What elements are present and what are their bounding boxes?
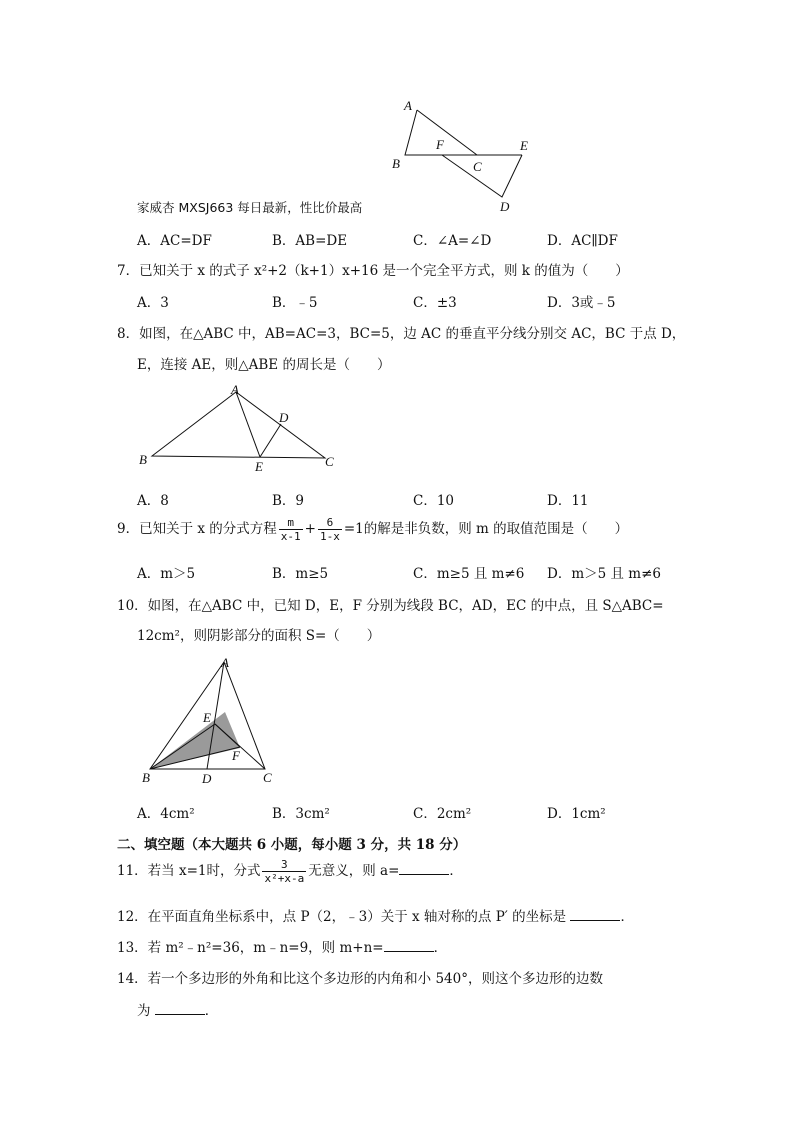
q7-option-d[interactable]: D．3或﹣5 (547, 295, 616, 311)
figure-q6-right-triangle (442, 155, 522, 197)
q8-stem-line2: E，连接 AE，则△ABE 的周长是（ ） (137, 357, 391, 373)
q8-option-b[interactable]: B．9 (272, 493, 305, 509)
q14-stem-line1: 14．若一个多边形的外角和比这个多边形的内角和小 540°，则这个多边形的边数 (117, 971, 603, 987)
q7-stem: 7．已知关于 x 的式子 x²+2（k+1）x+16 是一个完全平方式，则 k 的值为（ ） (117, 263, 629, 279)
label-b: B (142, 770, 150, 785)
figure-q8-line-ae (236, 392, 260, 457)
label-c: C (263, 770, 272, 785)
figure-q10 (135, 652, 285, 792)
section-2-heading: 二、填空题（本大题共 6 小题，每小题 3 分，共 18 分） (117, 837, 467, 853)
figure-q8 (135, 382, 345, 477)
label-e: E (255, 459, 263, 474)
q6-option-a[interactable]: A．AC=DF (137, 233, 212, 249)
q7-option-b[interactable]: B．﹣5 (272, 295, 318, 311)
q7-option-a[interactable]: A．3 (137, 295, 169, 311)
label-d: D (500, 199, 510, 214)
q8-option-d[interactable]: D．11 (547, 493, 589, 509)
figure-q6 (380, 95, 540, 220)
q6-option-c[interactable]: C．∠A=∠D (413, 233, 492, 249)
q14-end: ． (204, 1003, 219, 1019)
q8-stem-line1: 8．如图，在△ABC 中，AB=AC=3，BC=5，边 AC 的垂直平分线分别交 AC，BC 于点 D， (117, 326, 686, 342)
q6-option-b[interactable]: B．AB=DE (272, 233, 348, 249)
label-d: D (202, 771, 212, 786)
q9-fraction-1 (279, 516, 303, 543)
q11-prefix: 11．若当 x=1时，分式 (117, 863, 261, 879)
q9-suffix: =1的解是非负数，则 m 的取值范围是（ ） (343, 521, 629, 537)
label-c: C (473, 159, 482, 174)
q13-end: ． (433, 940, 448, 956)
q9-option-c[interactable]: C．m≥5 且 m≠6 (413, 566, 525, 582)
label-e: E (203, 710, 211, 725)
q14-answer-blank[interactable] (155, 1002, 205, 1015)
q9-plus: + (304, 521, 316, 537)
q11-end: ． (449, 863, 463, 879)
q14-line2-text: 为 (137, 1003, 155, 1019)
label-a: A (231, 382, 239, 397)
q6-option-d[interactable]: D．AC∥DF (547, 233, 618, 249)
q9-f2-den: 1-x (319, 530, 340, 543)
q9-stem (117, 516, 628, 543)
watermark-text: 家威杏 MXSJ663 每日最新，性比价最高 (137, 200, 363, 215)
figure-q10-shaded-region (150, 712, 240, 769)
q12-end: ． (620, 909, 634, 925)
q11-suffix: 无意义，则 a= (308, 863, 400, 879)
label-d: D (279, 410, 289, 425)
q9-fraction-2 (318, 516, 342, 543)
label-c: C (325, 454, 334, 469)
q9-option-d[interactable]: D．m＞5 且 m≠6 (547, 566, 661, 582)
q7-option-c[interactable]: C．±3 (413, 295, 457, 311)
q10-option-d[interactable]: D．1cm² (547, 806, 606, 822)
q10-option-a[interactable]: A．4cm² (137, 806, 195, 822)
q9-option-a[interactable]: A．m＞5 (137, 566, 196, 582)
q10-stem-line1: 10．如图，在△ABC 中，已知 D，E，F 分别为线段 BC，AD，EC 的中点，且 S△ABC= (117, 598, 664, 614)
q10-option-c[interactable]: C．2cm² (413, 806, 472, 822)
label-b: B (392, 156, 400, 171)
q8-option-a[interactable]: A．8 (137, 493, 169, 509)
q12-stem (117, 905, 634, 925)
q9-f1-num: m (279, 516, 303, 530)
label-a: A (404, 98, 412, 113)
figure-q6-line-ac (417, 110, 477, 155)
q11-stem (117, 858, 463, 885)
q11-den: x²+x-a (264, 872, 305, 885)
label-b: B (139, 452, 147, 467)
label-e: E (520, 138, 528, 153)
q13-stem (117, 936, 447, 956)
figure-q8-triangle (152, 392, 325, 458)
label-f: F (232, 748, 240, 763)
q9-prefix: 9．已知关于 x 的分式方程 (117, 521, 277, 537)
q8-option-c[interactable]: C．10 (413, 493, 455, 509)
q11-fraction (262, 858, 306, 885)
label-a: A (221, 655, 229, 670)
q12-text: 12．在平面直角坐标系中，点 P（2，﹣3）关于 x 轴对称的点 P′ 的坐标是 (117, 909, 571, 925)
q10-stem-line2: 12cm²，则阴影部分的面积 S=（ ） (137, 628, 381, 644)
q12-answer-blank[interactable] (570, 908, 620, 921)
q13-answer-blank[interactable] (384, 939, 434, 952)
figure-q8-line-ed (260, 424, 281, 457)
q10-option-b[interactable]: B．3cm² (272, 806, 330, 822)
q11-num: 3 (262, 858, 306, 872)
label-f: F (436, 137, 444, 152)
q9-option-b[interactable]: B．m≥5 (272, 566, 329, 582)
q14-stem-line2 (137, 999, 218, 1019)
q11-answer-blank[interactable] (399, 862, 449, 875)
q9-f2-num: 6 (318, 516, 342, 530)
q9-f1-den: x-1 (280, 530, 301, 543)
q13-text: 13．若 m²﹣n²=36，m﹣n=9，则 m+n= (117, 940, 384, 956)
